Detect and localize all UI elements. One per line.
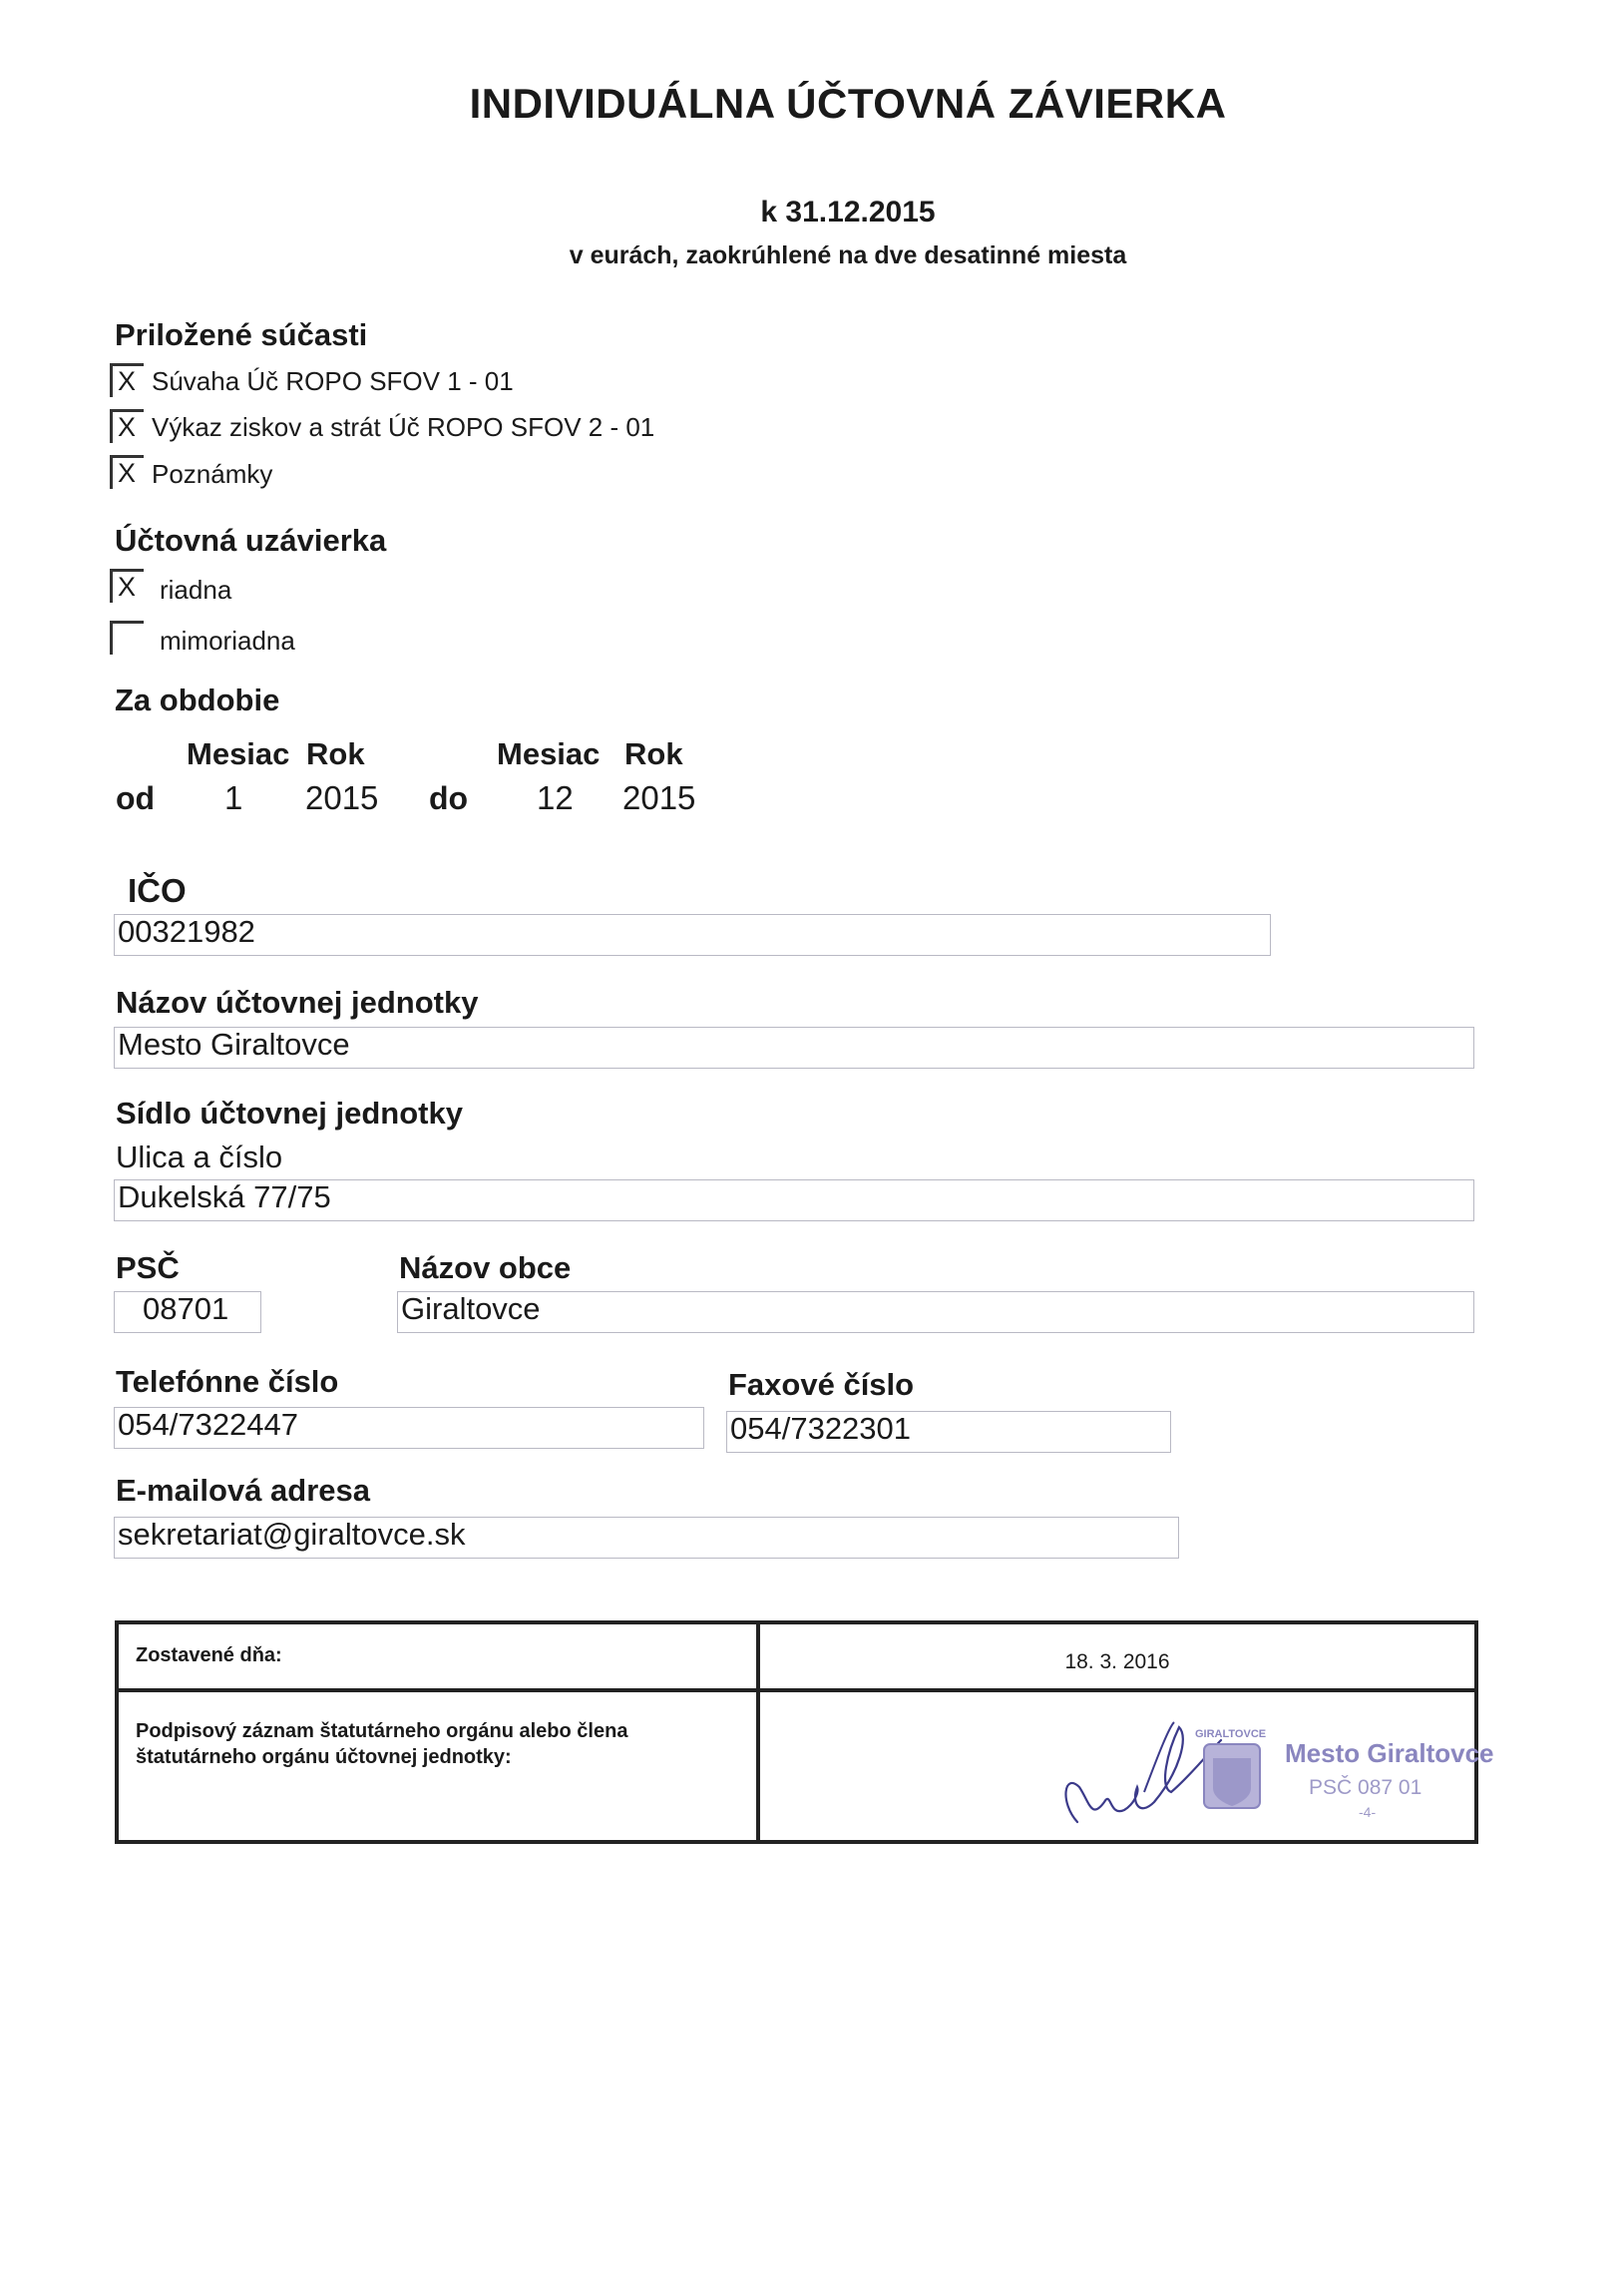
city-label: Názov obce	[399, 1250, 572, 1285]
compiled-label-cell	[117, 1622, 758, 1690]
stamp-city: Mesto Giraltovce	[1285, 1738, 1494, 1768]
street-label: Ulica a číslo	[116, 1140, 283, 1174]
ico-label: IČO	[128, 872, 187, 909]
currency-note: v eurách, zaokrúhlené na dve desatinné miesta	[569, 241, 1127, 269]
closing-label-regular: riadna	[160, 575, 232, 605]
signature-cell	[758, 1690, 1494, 1842]
psc-field[interactable]: 08701	[114, 1291, 261, 1333]
report-date: k 31.12.2015	[760, 196, 936, 228]
phone-label: Telefónne číslo	[116, 1364, 339, 1399]
attachment-checkbox-3[interactable]: X	[110, 455, 144, 489]
psc-label: PSČ	[116, 1250, 180, 1285]
signature-table	[115, 1620, 1494, 1844]
address-label: Sídlo účtovnej jednotky	[116, 1096, 463, 1131]
attachment-checkbox-2[interactable]: X	[110, 409, 144, 443]
coat-of-arms-stamp	[1195, 1728, 1267, 1816]
signature-label-line1: Podpisový záznam štatutárneho orgánu alebo člena	[136, 1720, 628, 1742]
to-month-value: 12	[537, 779, 574, 816]
attachment-label-3: Poznámky	[152, 459, 273, 489]
from-year-header: Rok	[306, 736, 365, 771]
fax-label: Faxové číslo	[728, 1367, 915, 1402]
attachment-checkbox-1[interactable]: X	[110, 363, 144, 397]
closing-heading: Účtovná uzávierka	[115, 523, 387, 558]
from-label: od	[116, 780, 156, 816]
compiled-date: 18. 3. 2016	[1064, 1650, 1170, 1673]
city-field[interactable]: Giraltovce	[397, 1291, 1474, 1333]
compiled-label: Zostavené dňa:	[136, 1644, 282, 1666]
ico-field[interactable]: 00321982	[114, 914, 1271, 956]
entity-field[interactable]: Mesto Giraltovce	[114, 1027, 1474, 1069]
signature-label-cell	[117, 1690, 758, 1842]
to-label: do	[429, 780, 469, 816]
signature-label-line2: štatutárneho orgánu účtovnej jednotky:	[136, 1746, 512, 1768]
entity-label: Názov účtovnej jednotky	[116, 985, 479, 1020]
email-label: E-mailová adresa	[116, 1473, 371, 1508]
document-title: INDIVIDUÁLNA ÚČTOVNÁ ZÁVIERKA	[469, 80, 1227, 127]
from-month-header: Mesiac	[187, 736, 290, 771]
coat-of-arms-text: GIRALTOVCE	[1195, 1728, 1267, 1740]
attachments-heading: Priložené súčasti	[115, 317, 368, 352]
email-field[interactable]: sekretariat@giraltovce.sk	[114, 1517, 1179, 1559]
compiled-date-cell	[758, 1622, 1476, 1690]
stamp-number: -4-	[1359, 1804, 1377, 1820]
to-year-header: Rok	[624, 736, 683, 771]
fax-field[interactable]: 054/7322301	[726, 1411, 1171, 1453]
closing-checkbox-extraordinary[interactable]	[110, 621, 144, 655]
attachment-label-2: Výkaz ziskov a strát Úč ROPO SFOV 2 - 01	[152, 412, 655, 442]
stamp-postcode: PSČ 087 01	[1309, 1776, 1422, 1799]
closing-checkbox-regular[interactable]: X	[110, 569, 144, 603]
from-month-value: 1	[224, 779, 243, 816]
street-field[interactable]: Dukelská 77/75	[114, 1179, 1474, 1221]
phone-field[interactable]: 054/7322447	[114, 1407, 704, 1449]
attachment-label-1: Súvaha Úč ROPO SFOV 1 - 01	[152, 366, 514, 396]
from-year-value: 2015	[305, 779, 379, 816]
closing-label-extraordinary: mimoriadna	[160, 626, 295, 656]
coat-of-arms-icon	[1201, 1728, 1263, 1816]
to-year-value: 2015	[622, 779, 696, 816]
to-month-header: Mesiac	[497, 736, 601, 771]
period-heading: Za obdobie	[115, 683, 280, 717]
